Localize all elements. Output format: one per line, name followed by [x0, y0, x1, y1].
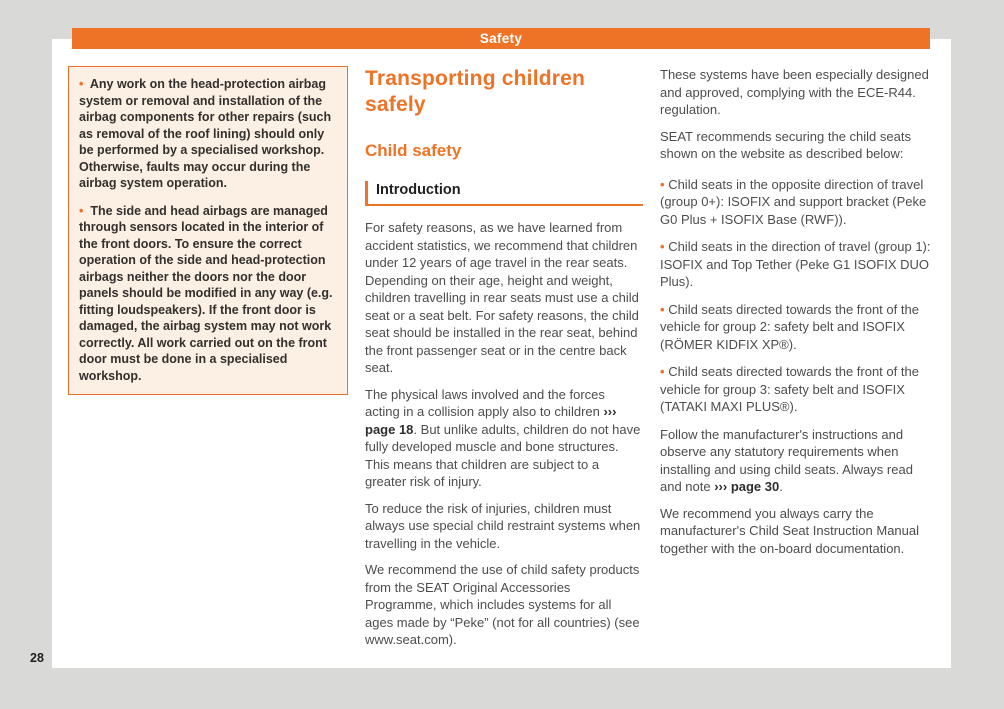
- body-paragraph: We recommend you always carry the manufacturer's Child Seat Instruction Manual together with the on-board documentation.: [660, 505, 919, 556]
- bullet-icon: •: [660, 176, 665, 192]
- body-paragraph: To reduce the risk of injuries, children must always use special child restraint systems when travelling in the vehicle.: [365, 500, 641, 551]
- bullet-icon: •: [79, 203, 84, 218]
- list-item-text: Child seats directed towards the front of the vehicle for group 2: safety belt and ISOFIX (RÖMER KIDFIX XP®).: [660, 301, 919, 352]
- paragraph-text: .: [779, 479, 783, 494]
- warning-item-text: Any work on the head-protection airbag system or removal and installation of the airbag components for other repairs (such as removal of the roof lining) should only be performed by a specialised workshop. Otherwise, faults may occur during the airbag system operation.: [79, 77, 332, 190]
- bullet-icon: •: [660, 301, 665, 317]
- section-title: Child safety: [365, 141, 462, 160]
- body-paragraph: We recommend the use of child safety products from the SEAT Original Accessories Programme, which includes systems for all ages made by “Peke” (not for all countries) (see www.seat.com).: [365, 562, 640, 647]
- chapter-title: Safety: [479, 31, 523, 46]
- body-paragraph: SEAT recommends securing the child seats shown on the website as described below:: [660, 128, 911, 161]
- list-item: [660, 301, 938, 354]
- warning-item: [79, 76, 337, 192]
- chapter-header-bar: [72, 28, 930, 49]
- middle-column: [365, 66, 643, 658]
- list-item: [660, 363, 938, 416]
- page-reference: ››› page 18: [365, 404, 617, 437]
- warning-note-box: [68, 66, 348, 395]
- page-number: 28: [30, 651, 44, 665]
- body-paragraph: These systems have been especially designed and approved, complying with the ECE-R44. regulation.: [660, 67, 929, 117]
- list-item: [660, 238, 938, 291]
- paragraph-text: Follow the manufacturer's instructions and observe any statutory requirements when installing and using child seats. Always read and note: [660, 426, 913, 494]
- bullet-icon: •: [660, 364, 665, 379]
- list-item-text: Child seats directed towards the front of the vehicle for group 3: safety belt and ISOFIX (TATAKI MAXI PLUS®).: [660, 364, 919, 414]
- body-paragraph: [365, 386, 643, 491]
- bullet-icon: •: [660, 239, 665, 254]
- list-item-text: Child seats in the direction of travel (group 1): ISOFIX and Top Tether (Peke G1 ISOFIX DUO Plus).: [660, 239, 931, 289]
- warning-item-text: The side and head airbags are managed through sensors located in the interior of the front doors. To ensure the correct operation of the side and head-protection airbags neither the doors nor the door panels should be modified in any way (e.g. fitting loudspeakers). If the front door is damaged, the airbag system may not work correctly. All work carried out on the front door must be done in a specialised workshop.: [79, 203, 333, 383]
- list-item: [660, 176, 938, 229]
- list-item-text: Child seats in the opposite direction of travel (group 0+): ISOFIX and support bracket (Peke G0 Plus + ISOFIX Base (RWF)).: [660, 176, 927, 227]
- right-column: [660, 66, 938, 566]
- subsection-heading: [365, 181, 643, 206]
- body-paragraph: [660, 426, 938, 496]
- page-title: Transporting children safely: [365, 67, 586, 116]
- subsection-title: Introduction: [376, 182, 461, 198]
- paragraph-text: . But unlike adults, children do not have fully developed muscle and bone structures. This means that children are subject to a greater risk of injury.: [365, 421, 641, 489]
- body-paragraph: For safety reasons, as we have learned from accident statistics, we recommend that children under 12 years of age travel in the rear seats. Depending on their age, height and weight, children travelling in rear seats must use a child seat or a seat belt. For safety reasons, the child seat should be installed in the rear seat, behind the front passenger seat or in the centre back seat.: [365, 220, 639, 375]
- page-reference: ››› page 30: [714, 479, 780, 494]
- paragraph-text: The physical laws involved and the forces acting in a collision apply also to children: [365, 386, 605, 419]
- child-seat-bullet-list: [660, 176, 938, 416]
- bullet-icon: •: [79, 77, 84, 91]
- warning-item: [79, 203, 337, 385]
